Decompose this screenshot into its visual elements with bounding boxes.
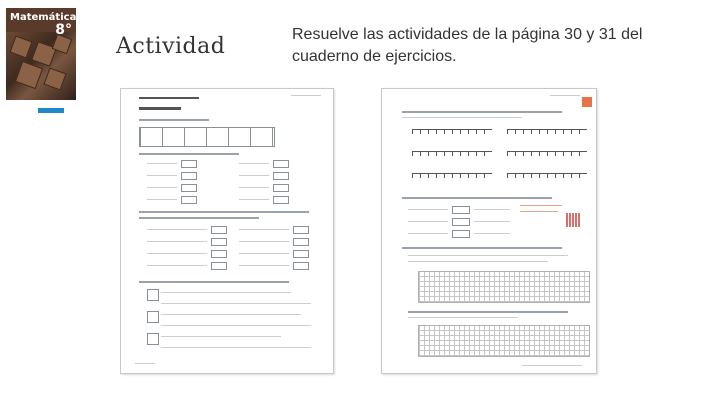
cover-blocks-image: [6, 32, 76, 100]
exercise-item: [408, 221, 448, 222]
answer-box: [211, 262, 227, 270]
answer-box: [452, 218, 470, 226]
exercise-table: [139, 127, 275, 147]
answer-box: [273, 160, 289, 168]
answer-box: [273, 196, 289, 204]
answer-box: [452, 230, 470, 238]
answer-box: [273, 184, 289, 192]
page-header-line: [139, 97, 199, 99]
exercise-line: [402, 111, 562, 113]
exercise-item: [408, 209, 448, 210]
exercise-item: [239, 253, 289, 254]
answer-line: [161, 347, 311, 348]
exercise-item: [474, 221, 510, 222]
page-tag-line: [291, 95, 321, 96]
number-line: [507, 151, 587, 157]
exercise-item: [147, 199, 177, 200]
exercise-item: [161, 314, 301, 315]
exercise-line: [408, 255, 568, 256]
qr-code-icon: [566, 213, 580, 227]
exercise-item: [147, 163, 177, 164]
answer-box: [452, 206, 470, 214]
exercise-item: [147, 241, 207, 242]
cover-block: [43, 67, 66, 90]
exercise-line: [402, 197, 552, 199]
exercise-line: [139, 217, 259, 219]
answer-box: [293, 250, 309, 258]
page-section-title: [139, 107, 181, 110]
workbook-page-right-thumbnail: [381, 88, 597, 374]
tip-text: [520, 205, 562, 206]
answer-box: [181, 184, 197, 192]
accent-bar: [38, 108, 64, 113]
exercise-item: [239, 187, 269, 188]
workbook-page-left-thumbnail: [120, 88, 334, 374]
answer-box: [181, 160, 197, 168]
page-tag-line: [550, 95, 580, 96]
answer-box: [211, 226, 227, 234]
exercise-line: [408, 317, 518, 318]
answer-box: [273, 172, 289, 180]
true-false-box: [147, 333, 159, 345]
exercise-item: [147, 175, 177, 176]
exercise-line: [402, 117, 522, 118]
number-line: [412, 173, 492, 179]
answer-line: [161, 325, 311, 326]
true-false-box: [147, 311, 159, 323]
exercise-item: [147, 265, 207, 266]
slide-heading: Actividad: [116, 34, 226, 59]
exercise-line: [139, 153, 239, 155]
answer-line: [161, 303, 311, 304]
true-false-box: [147, 289, 159, 301]
exercise-item: [239, 175, 269, 176]
answer-box: [211, 238, 227, 246]
exercise-line: [408, 311, 568, 313]
slide-instruction: Resuelve las actividades de la página 30 y 31 del cuaderno de ejercicios.: [292, 26, 643, 65]
number-line: [412, 151, 492, 157]
page-footer: [135, 363, 155, 364]
cover-title: Matemática: [10, 12, 76, 23]
textbook-cover-thumbnail: [6, 8, 76, 100]
exercise-item: [474, 233, 510, 234]
exercise-item: [161, 292, 291, 293]
grid-answer-area: [418, 271, 590, 303]
exercise-line: [408, 261, 548, 262]
tip-text: [520, 211, 558, 212]
page-footer: [522, 365, 582, 366]
cover-block: [15, 61, 43, 89]
exercise-item: [161, 336, 281, 337]
exercise-item: [408, 233, 448, 234]
exercise-item: [239, 199, 269, 200]
answer-box: [181, 196, 197, 204]
exercise-item: [474, 209, 510, 210]
exercise-item: [147, 253, 207, 254]
cover-grade: 8°: [55, 22, 72, 38]
answer-box: [293, 238, 309, 246]
exercise-item: [147, 229, 207, 230]
number-line: [507, 173, 587, 179]
exercise-item: [147, 187, 177, 188]
number-line: [412, 129, 492, 135]
exercise-line: [139, 119, 209, 121]
exercise-item: [239, 229, 289, 230]
number-line: [507, 129, 587, 135]
exercise-item: [239, 241, 289, 242]
answer-box: [293, 262, 309, 270]
exercise-line: [402, 247, 562, 249]
exercise-line: [139, 281, 289, 283]
answer-box: [211, 250, 227, 258]
answer-box: [181, 172, 197, 180]
page-number-badge: [582, 97, 592, 107]
exercise-item: [239, 163, 269, 164]
cover-block: [9, 35, 32, 58]
answer-box: [293, 226, 309, 234]
exercise-line: [139, 211, 309, 213]
exercise-item: [239, 265, 289, 266]
grid-answer-area: [418, 325, 590, 357]
